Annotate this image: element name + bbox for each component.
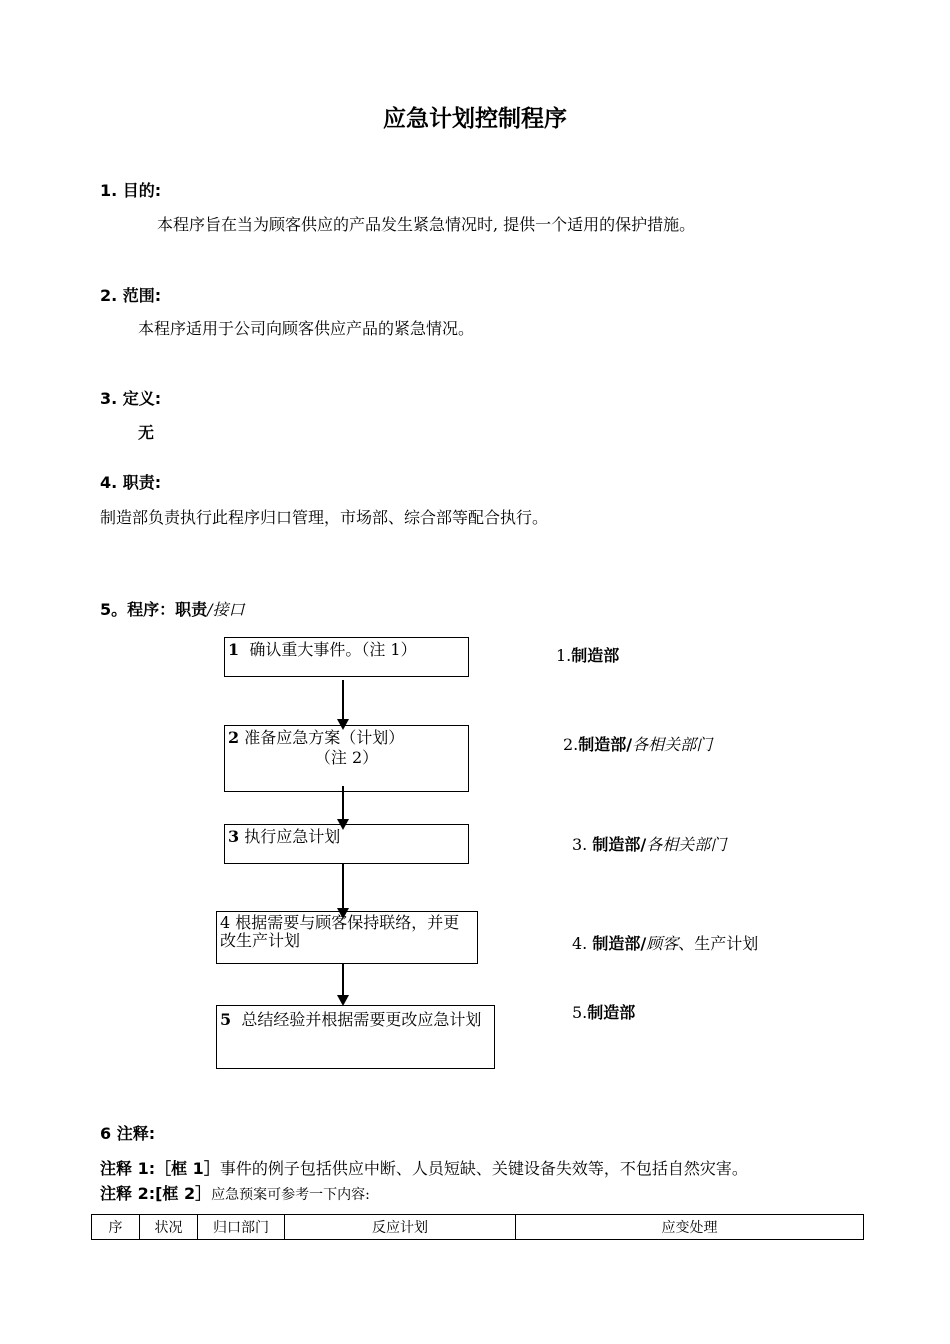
purpose-heading: 1. 目的: <box>100 181 162 200</box>
note-2-text: 应急预案可参考一下内容: <box>211 1187 370 1203</box>
responsibility-5 <box>572 1000 635 1023</box>
table-header-cell: 反应计划 <box>285 1215 516 1240</box>
responsibility-dept: 制造部/ <box>578 735 633 754</box>
procedure-heading <box>100 597 245 620</box>
procedure-heading-italic: /接口 <box>207 600 245 619</box>
scope-text: 本程序适用于公司向顾客供应产品的紧急情况。 <box>138 319 475 338</box>
note-1-text: 事件的例子包括供应中断、人员短缺、关键设备失效等，不包括自然灾害。 <box>219 1159 748 1178</box>
note-2-label: 注释 2: <box>100 1184 156 1203</box>
flow-box-1 <box>224 637 469 677</box>
note-2 <box>100 1181 370 1204</box>
duty-text: 制造部负责执行此程序归口管理，市场部、综合部等配合执行。 <box>100 508 549 527</box>
responsibility-dept: 制造部 <box>587 1003 636 1022</box>
responsibility-interface: 顾客 <box>646 934 679 953</box>
flow-box-4 <box>216 911 478 964</box>
flow-box-num: 4 <box>220 913 231 932</box>
responsibility-interface: 各相关部门 <box>632 735 713 754</box>
responsibility-num: 4. <box>572 934 593 953</box>
flow-box-text: 准备应急方案（计划） <box>244 728 405 747</box>
table-header-cell: 应变处理 <box>516 1215 864 1240</box>
responsibility-extra: 、生产计划 <box>678 934 759 953</box>
flow-arrow <box>342 786 344 820</box>
responsibility-num: 2. <box>563 735 579 754</box>
purpose-text: 本程序旨在当为顾客供应的产品发生紧急情况时, 提供一个适用的保护措施。 <box>157 215 696 234</box>
scope-heading: 2. 范围: <box>100 286 162 305</box>
responsibility-interface: 各相关部门 <box>646 835 727 854</box>
flow-box-text: 确认重大事件。（注 1） <box>249 640 417 659</box>
definition-heading: 3. 定义: <box>100 389 162 408</box>
responsibility-num: 5. <box>572 1003 588 1022</box>
notes-heading: 6 注释: <box>100 1124 156 1143</box>
responsibility-4 <box>572 931 758 954</box>
table-header-cell: 归口部门 <box>198 1215 285 1240</box>
flow-box-text: 总结经验并根据需要更改应急计划 <box>241 1010 482 1029</box>
procedure-heading-bold: 5。程序：职责 <box>100 600 208 619</box>
definition-text: 无 <box>138 423 155 442</box>
responsibility-num: 3. <box>572 835 593 854</box>
table-header-cell: 序 <box>92 1215 140 1240</box>
responsibility-dept: 制造部 <box>571 646 620 665</box>
flow-box-text-2: （注 2） <box>314 748 379 767</box>
table-header-row <box>92 1215 864 1240</box>
flow-box-num: 3 <box>228 827 240 846</box>
flow-box-5 <box>216 1005 495 1069</box>
flow-box-num: 2 <box>228 728 240 747</box>
responsibility-2 <box>563 732 712 755</box>
flow-box-3 <box>224 824 469 864</box>
flow-arrow <box>342 680 344 720</box>
table-header-cell: 状况 <box>140 1215 198 1240</box>
responsibility-1 <box>556 643 619 666</box>
responsibility-dept: 制造部/ <box>592 934 647 953</box>
page-title: 应急计划控制程序 <box>383 106 567 132</box>
flow-arrow <box>342 864 344 909</box>
note-1 <box>100 1156 748 1179</box>
note-1-label: 注释 1: <box>100 1159 156 1178</box>
responsibility-num: 1. <box>556 646 572 665</box>
responsibility-dept: 制造部/ <box>592 835 647 854</box>
flow-arrow <box>342 964 344 996</box>
flow-box-num: 5 <box>220 1010 232 1029</box>
note-1-box: ［框 1］ <box>155 1159 220 1178</box>
note-2-box: [框 2］ <box>155 1184 212 1203</box>
flow-box-num: 1 <box>228 640 240 659</box>
flow-box-text: 执行应急计划 <box>244 827 341 846</box>
flow-box-2 <box>224 725 469 792</box>
contingency-table <box>91 1214 864 1240</box>
flow-box-text: 根据需要与顾客保持联络，并更改生产计划 <box>220 913 460 950</box>
responsibility-3 <box>572 832 726 855</box>
duty-heading: 4. 职责: <box>100 473 162 492</box>
